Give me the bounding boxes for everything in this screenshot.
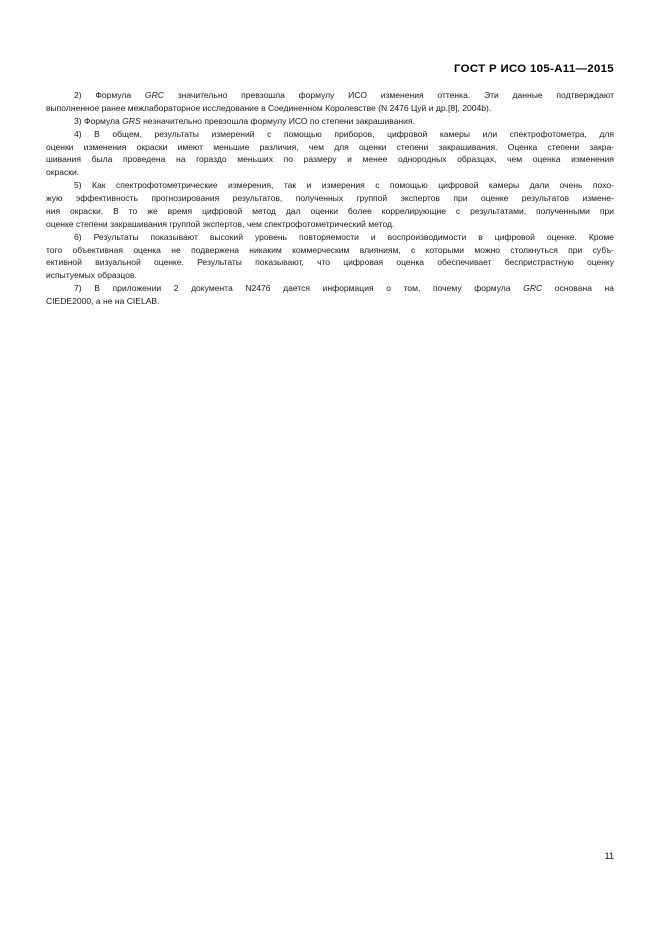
page-header-title: ГОСТ Р ИСО 105-A11—2015: [454, 63, 614, 75]
item-3-formula-grs: GRS: [122, 115, 141, 126]
paragraph-item-6-line-1: [46, 231, 614, 244]
paragraph-item-4-line-3: шивания была проведена на гораздо меньших по размеру и менее однородных образцах, чем оценка изменения: [46, 154, 614, 165]
item-2-marker-text: 2) Формула: [74, 90, 132, 100]
paragraph-item-7-line-2: CIEDE2000, а не на CIELAB.: [46, 296, 160, 306]
paragraph-item-5-line-2: жую эффективность прогнозирования результатов, полученных группой экспертов при оценке результатов измене-: [46, 193, 614, 203]
paragraph-item-5-line-1: [46, 179, 614, 192]
paragraph-item-6-line-3: ективной визуальной оценке. Результаты показывают, что цифровая оценка обеспечивает беспристрастную оценку: [46, 257, 614, 268]
paragraph-item-2-line-2: выполненное ранее межлабораторное исследование в Соединенном Королевстве (N 2476 Цуй и др.[8], 2004b).: [46, 102, 492, 113]
item-3-line-1-rest: незначительно превзошла формулу ИСО по степени закрашивания.: [143, 115, 415, 126]
item-5-line-1-text: 5) Как спектрофотометрические измерения, так и измерения с помощью цифровой камеры дали очень похо-: [74, 180, 614, 191]
item-7-formula-grc: GRC: [523, 283, 543, 294]
paragraph-item-2-line-1: [46, 89, 614, 102]
paragraph-item-6: [46, 231, 614, 283]
document-body: [46, 89, 614, 308]
paragraph-item-7: [46, 282, 614, 308]
item-6-line-1-text: 6) Результаты показывают высокий уровень повторяемости и воспроизводимости в цифровой оценке. Кроме: [74, 231, 614, 242]
page-number: 11: [604, 851, 614, 861]
item-7-line-1-text: 7) В приложении 2 документа N2476 дается информация о том, почему формула: [74, 283, 511, 294]
paragraph-item-4: [46, 128, 614, 180]
item-3-marker-text: 3) Формула: [74, 115, 120, 126]
item-2-line-1-rest: значительно превзошла формулу ИСО изменения оттенка. Эти данные подтверждают: [177, 90, 615, 100]
item-7-line-1-rest: основана на: [554, 283, 615, 294]
paragraph-item-7-line-1: [46, 282, 614, 295]
item-4-line-1-text: 4) В общем, результаты измерений с помощью приборов, цифровой камеры или спектрофотометра, для: [74, 128, 614, 139]
paragraph-item-6-line-2: того объективная оценка не подвержена никаким коммерческим влияниям, с которыми можно столкнуться при субъ-: [46, 244, 614, 255]
item-2-formula-grc: GRC: [144, 90, 164, 100]
paragraph-item-6-line-4: испытуемых образцов.: [46, 270, 137, 281]
paragraph-item-5-line-3: ния окраски. В то же время цифровой метод дал оценки более коррелирующие с результатами, полученными при: [46, 205, 614, 216]
paragraph-item-4-line-1: [46, 128, 614, 141]
paragraph-item-4-line-2: оценки изменения окраски имеют меньшие различия, чем для оценки степени закрашивания. Оценка степени закра-: [46, 141, 614, 152]
paragraph-item-5-line-4: оценке степени закрашивания группой экспертов, чем спектрофотометрический метод.: [46, 218, 395, 229]
paragraph-item-4-line-4: окраски.: [46, 167, 80, 178]
paragraph-item-3: [46, 115, 614, 128]
paragraph-item-5: [46, 179, 614, 231]
paragraph-item-2: [46, 89, 614, 115]
paragraph-item-3-line-1: [46, 115, 614, 128]
